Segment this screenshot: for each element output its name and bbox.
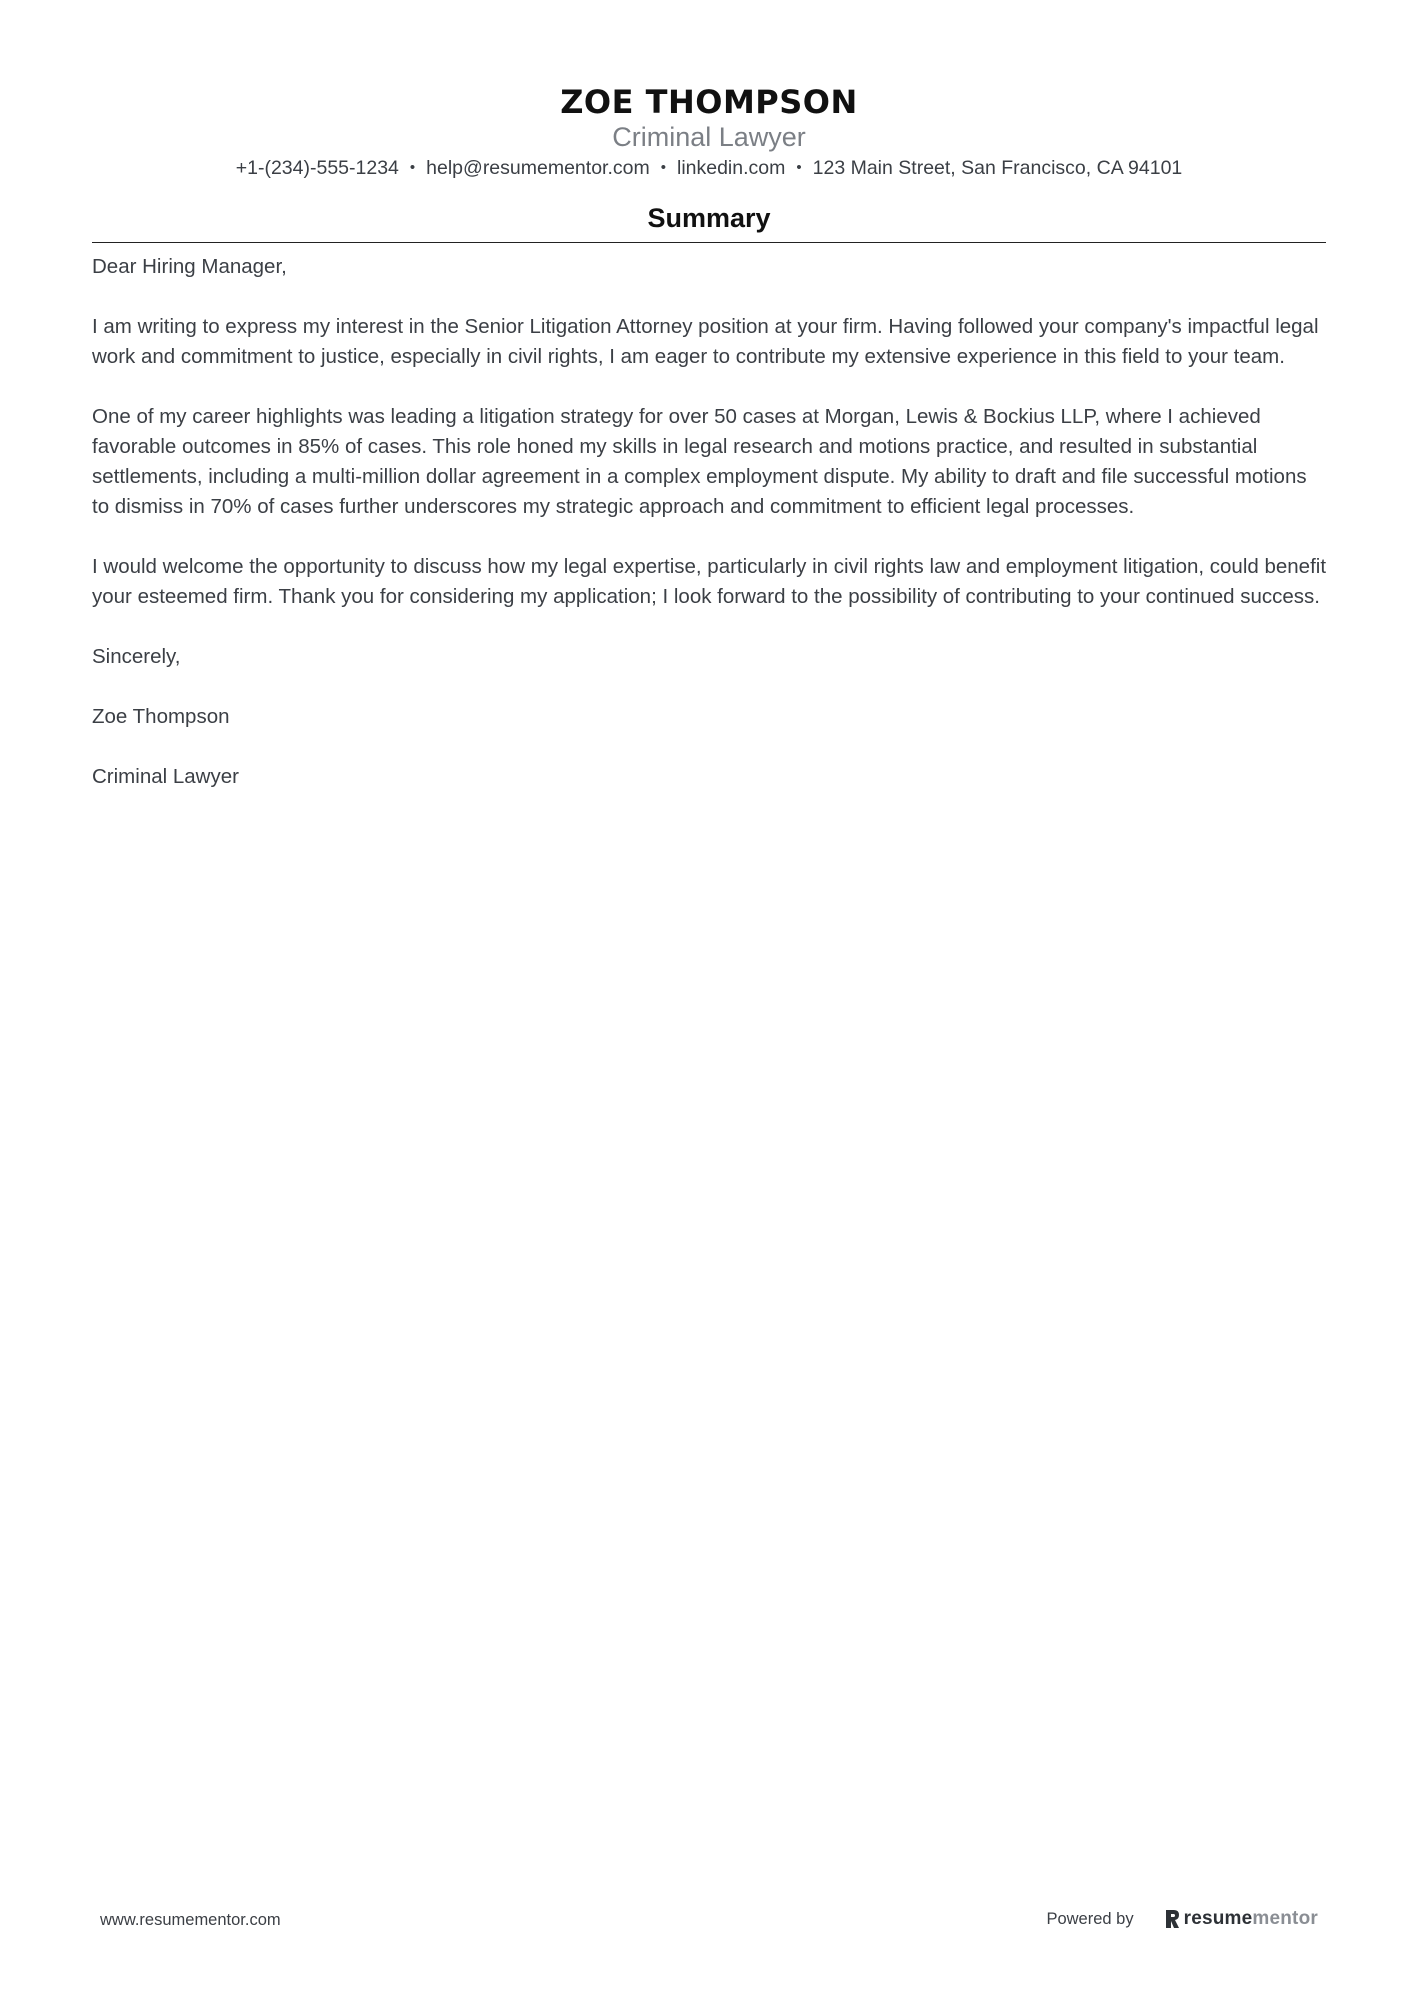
candidate-name: ZOE THOMPSON — [560, 83, 858, 121]
contact-email[interactable]: help@resumementor.com — [426, 157, 650, 179]
section-title-summary: Summary — [647, 203, 771, 233]
letter-paragraph: One of my career highlights was leading a litigation strategy for over 50 cases at Morgan, Lewis & Bockius LLP, where I achieved favorable outcomes in 85% of cases. This role honed my skills in legal research and motions practice, and resulted in substantial settlements, including a multi-million dollar agreement in a complex employment dispute. My ability to draft and file successful motions to dismiss in 70% of cases further underscores my strategic approach and commitment to efficient legal processes. — [92, 405, 1307, 518]
candidate-title: Criminal Lawyer — [612, 122, 806, 152]
contact-separator: • — [796, 159, 802, 176]
letter-signature-name: Zoe Thompson — [92, 705, 230, 728]
resumementor-logo-text — [1184, 1908, 1318, 1930]
contact-line — [92, 154, 1326, 184]
letter-paragraph: I am writing to express my interest in the Senior Litigation Attorney position at your firm. Having followed your company's impactful legal work and commitment to justice, especially in civil rights, I am eager to contribute my extensive experience in this field to your team. — [92, 315, 1319, 368]
logo-text-resume: resume — [1183, 1908, 1253, 1929]
contact-address: 123 Main Street, San Francisco, CA 94101 — [812, 157, 1183, 179]
cover-letter-body — [92, 252, 1326, 822]
contact-phone: +1-(234)-555-1234 — [235, 157, 399, 179]
footer-website-link[interactable]: www.resumementor.com — [100, 1911, 281, 1929]
logo-text-mentor: mentor — [1252, 1908, 1318, 1929]
letter-greeting: Dear Hiring Manager, — [92, 255, 287, 278]
contact-linkedin[interactable]: linkedin.com — [676, 157, 786, 179]
section-divider — [92, 242, 1326, 243]
powered-by-label: Powered by — [1046, 1909, 1134, 1928]
contact-separator: • — [660, 159, 666, 176]
footer-branding[interactable] — [1046, 1904, 1318, 1934]
letter-paragraph: I would welcome the opportunity to discuss how my legal expertise, particularly in civil rights law and employment litigation, could benefit your esteemed firm. Thank you for considering my application; I look forward to the possibility of contributing to your continued success. — [92, 555, 1327, 608]
resumementor-logo-icon — [1164, 1909, 1180, 1929]
letter-signature-title: Criminal Lawyer — [92, 765, 239, 788]
letter-closing: Sincerely, — [92, 645, 181, 668]
contact-separator: • — [409, 159, 416, 176]
